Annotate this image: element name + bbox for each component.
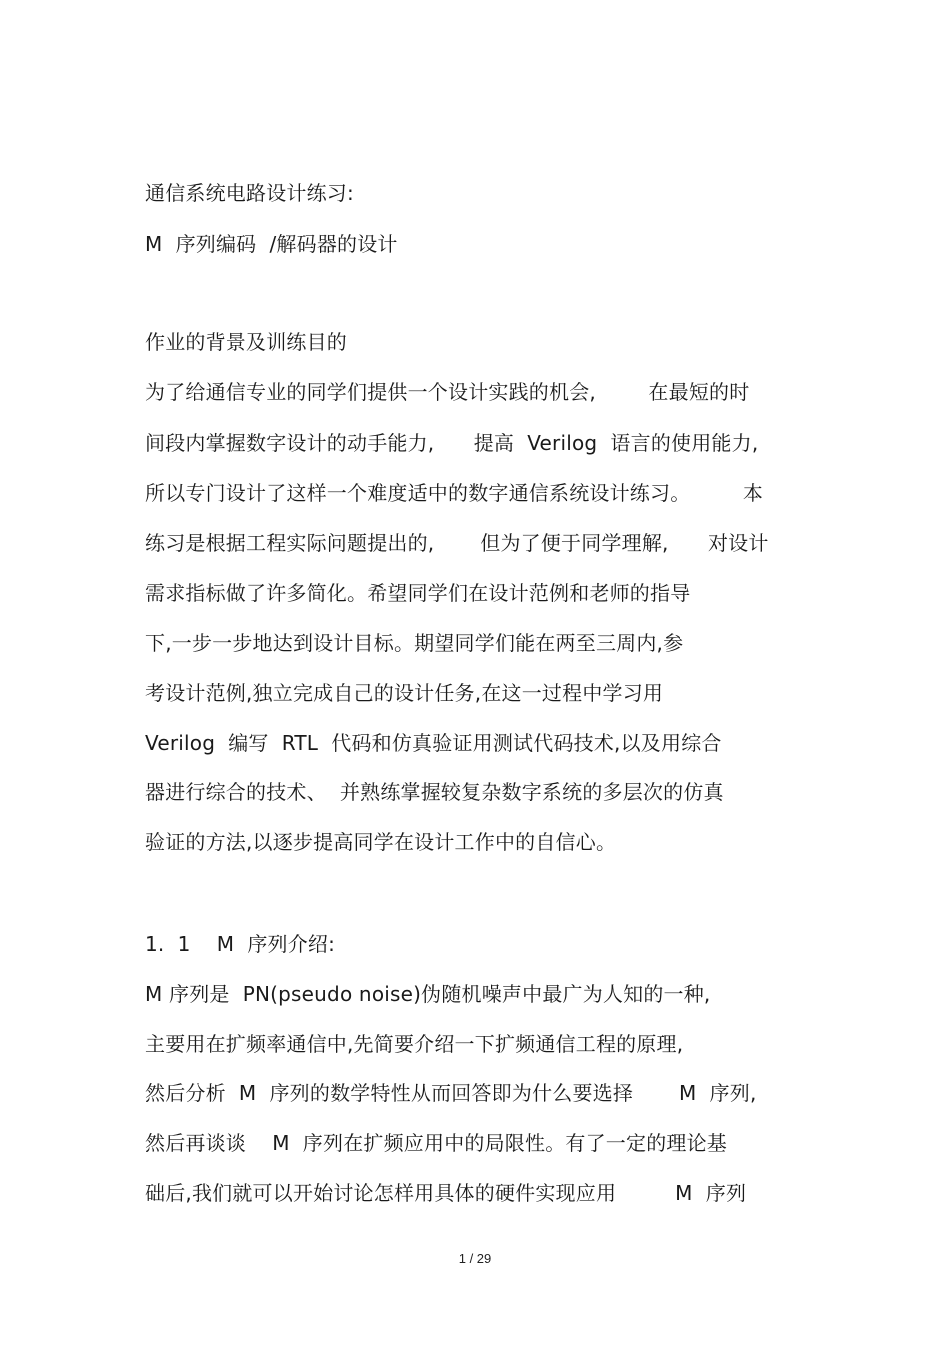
paragraph1-line: 需求指标做了许多简化。希望同学们在设计范例和老师的指导 bbox=[145, 581, 691, 605]
paragraph1-line: 器进行综合的技术、 并熟练掌握较复杂数字系统的多层次的仿真 bbox=[145, 780, 724, 804]
paragraph2-line: 然后分析 M 序列的数学特性从而回答即为什么要选择 M 序列, bbox=[145, 1081, 757, 1105]
paragraph1-line: 练习是根据工程实际问题提出的, 但为了便于同学理解, 对设计 bbox=[145, 531, 769, 555]
paragraph1-line: 为了给通信专业的同学们提供一个设计实践的机会, 在最短的时 bbox=[145, 380, 750, 404]
paragraph2-line: 主要用在扩频率通信中,先简要介绍一下扩频通信工程的原理, bbox=[145, 1032, 684, 1056]
paragraph2-line: 础后,我们就可以开始讨论怎样用具体的硬件实现应用 M 序列 bbox=[145, 1181, 747, 1205]
subsection-heading: 1. 1 M 序列介绍: bbox=[145, 932, 336, 956]
page-indicator: 1 / 29 bbox=[458, 1251, 492, 1266]
document-title-line2: M 序列编码 /解码器的设计 bbox=[145, 232, 398, 256]
paragraph2-line: M 序列是 PN(pseudo noise)伪随机噪声中最广为人知的一种, bbox=[145, 982, 711, 1006]
paragraph1-line: 所以专门设计了这样一个难度适中的数字通信系统设计练习。 本 bbox=[145, 481, 764, 505]
section-heading: 作业的背景及训练目的 bbox=[145, 330, 347, 354]
paragraph1-line: 间段内掌握数字设计的动手能力, 提高 Verilog 语言的使用能力, bbox=[145, 431, 759, 455]
paragraph1-line: 考设计范例,独立完成自己的设计任务,在这一过程中学习用 bbox=[145, 681, 664, 705]
paragraph1-line: Verilog 编写 RTL 代码和仿真验证用测试代码技术,以及用综合 bbox=[145, 731, 722, 755]
paragraph1-line: 下,一步一步地达到设计目标。期望同学们能在两至三周内,参 bbox=[145, 631, 684, 655]
paragraph1-line: 验证的方法,以逐步提高同学在设计工作中的自信心。 bbox=[145, 830, 617, 854]
paragraph2-line: 然后再谈谈 M 序列在扩频应用中的局限性。有了一定的理论基 bbox=[145, 1131, 727, 1155]
document-title-line1: 通信系统电路设计练习: bbox=[145, 181, 354, 205]
